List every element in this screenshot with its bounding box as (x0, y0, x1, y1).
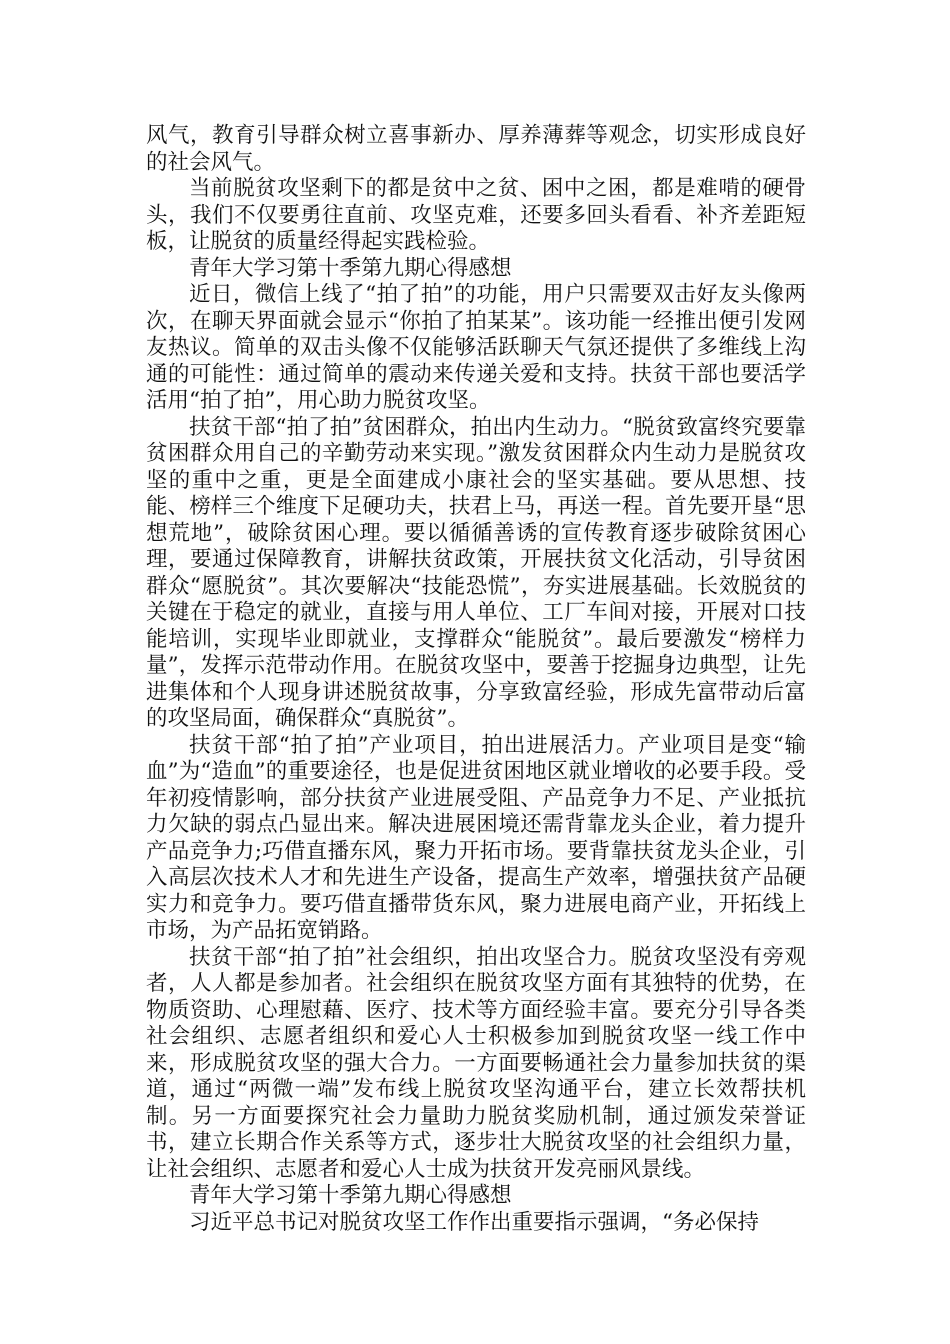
paragraph-pat-poor-masses: 扶贫干部“拍了拍”贫困群众，拍出内生动力。“脱贫致富终究要靠贫困群众用自己的辛勤劳动来实现。”激发贫困群众内生动力是脱贫攻坚的重中之重，更是全面建成小康社会的坚实基础。要从思想、技能、榜样三个维度下足硬功夫，扶君上马，再送一程。首先要开垦“思想荒地”，破除贫困心理。要以循循善诱的宣传教育逐步破除贫困心理，要通过保障教育，讲解扶贫政策，开展扶贫文化活动，引导贫困群众“愿脱贫”。其次要解决“技能恐慌”，夯实进展基础。长效脱贫的关键在于稳定的就业，直接与用人单位、工厂车间对接，开展对口技能培训，实现毕业即就业，支撑群众“能脱贫”。最后要激发“榜样力量”，发挥示范带动作用。在脱贫攻坚中，要善于挖掘身边典型，让先进集体和个人现身讲述脱贫故事，分享致富经验，形成先富带动后富的攻坚局面，确保群众“真脱贫”。 (146, 414, 806, 731)
paragraph-xi-instruction: 习近平总书记对脱贫攻坚工作作出重要指示强调，“务必保持 (189, 1209, 759, 1235)
paragraph-pat-feature: 近日，微信上线了“拍了拍”的功能，用户只需要双击好友头像两次，在聊天界面就会显示“你拍了拍某某”。该功能一经推出便引发网友热议。简单的双击头像不仅能够活跃聊天气氛还提供了多维线上沟通的可能性：通过简单的震动来传递关爱和支持。扶贫干部也要活学活用“拍了拍”，用心助力脱贫攻坚。 (146, 282, 806, 413)
paragraph-continuation: 风气，教育引导群众树立喜事新办、厚养薄葬等观念，切实形成良好的社会风气。 (146, 123, 806, 175)
section-heading: 青年大学习第十季第九期心得感想 (189, 1183, 512, 1208)
paragraph-pat-industry: 扶贫干部“拍了拍”产业项目，拍出进展活力。产业项目是变“输血”为“造血”的重要途径，也是促进贫困地区就业增收的必要手段。受年初疫情影响，部分扶贫产业进展受阻、产品竞争力不足、产业抵抗力欠缺的弱点凸显出来。解决进展困境还需背靠龙头企业，着力提升产品竞争力;巧借直播东风，聚力开拓市场。要背靠扶贫龙头企业，引入高层次技术人才和先进生产设备，提高生产效率，增强扶贫产品硬实力和竞争力。要巧借直播带货东风，聚力进展电商产业，开拓线上市场，为产品拓宽销路。 (146, 732, 806, 943)
paragraph-pat-social-orgs: 扶贫干部“拍了拍”社会组织，拍出攻坚合力。脱贫攻坚没有旁观者，人人都是参加者。社会组织在脱贫攻坚方面有其独特的优势，在物质资助、心理慰藉、医疗、技术等方面经验丰富。要充分引导各类社会组织、志愿者组织和爱心人士积极参加到脱贫攻坚一线工作中来，形成脱贫攻坚的强大合力。一方面要畅通社会力量参加扶贫的渠道，通过“两微一端”发布线上脱贫攻坚沟通平台，建立长效帮扶机制。另一方面要探究社会力量助力脱贫奖励机制，通过颁发荣誉证书，建立长期合作关系等方式，逐步壮大脱贫攻坚的社会组织力量，让社会组织、志愿者和爱心人士成为扶贫开发亮丽风景线。 (146, 944, 806, 1182)
section-heading: 青年大学习第十季第九期心得感想 (189, 255, 512, 281)
paragraph-poverty-quality: 当前脱贫攻坚剩下的都是贫中之贫、困中之困，都是难啃的硬骨头，我们不仅要勇往直前、攻坚克难，还要多回头看看、补齐差距短板，让脱贫的质量经得起实践检验。 (146, 176, 806, 254)
document-body (146, 123, 806, 1236)
